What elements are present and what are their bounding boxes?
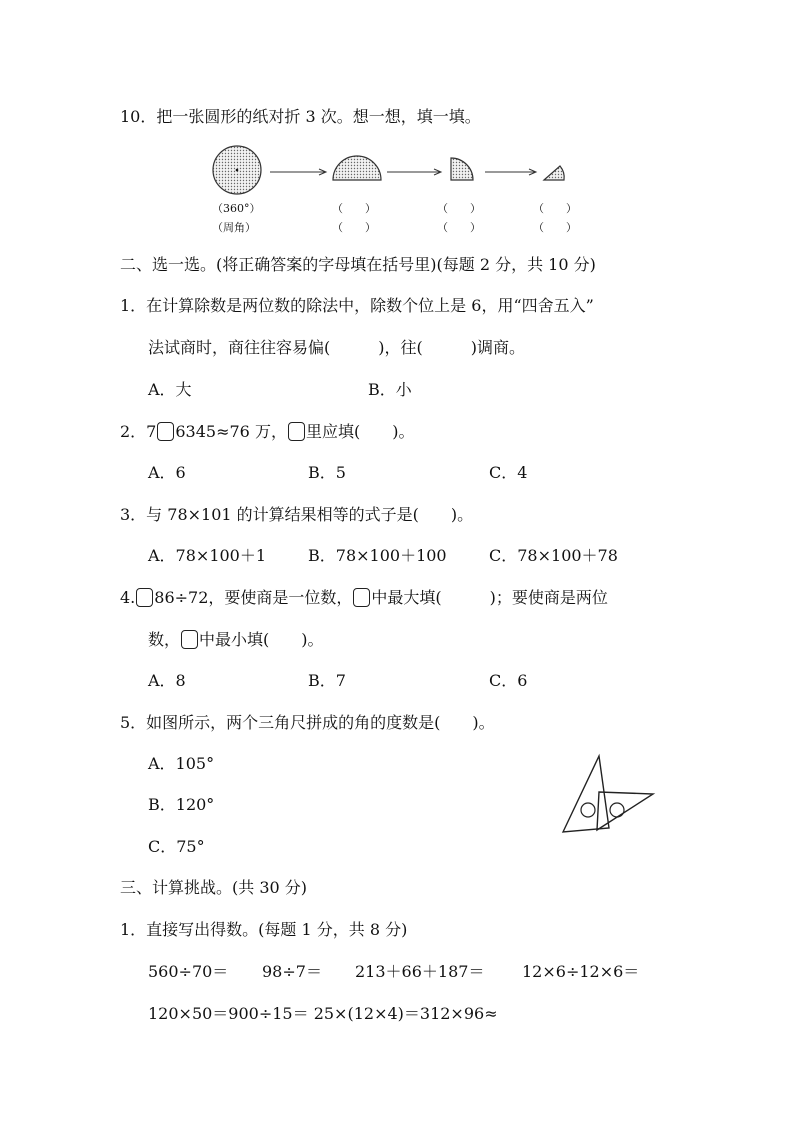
- q10-title: 10．把一张圆形的纸对折 3 次。想一想，填一填。: [120, 107, 481, 126]
- q1-option-a: A．大: [148, 380, 192, 399]
- q5-option-a: A．105°: [148, 754, 215, 773]
- blank-box: [157, 422, 174, 441]
- arrow: [387, 169, 441, 175]
- q3-option-a: A．78×100＋1: [148, 546, 267, 565]
- blank-box: [288, 422, 305, 441]
- blank-box: [136, 588, 153, 607]
- calc-row2: 120×50＝900÷15＝ 25×(12×4)＝312×96≈: [148, 1004, 498, 1023]
- section3-title: 三、计算挑战。(共 30 分): [120, 878, 308, 897]
- section3-q1-title: 1．直接写出得数。(每题 1 分，共 8 分): [120, 920, 408, 939]
- q2-text: 2．7 6345≈76 万， 里应填( )。: [120, 422, 415, 441]
- label-bottom-4: （ ）: [533, 221, 577, 234]
- arrow: [485, 169, 536, 175]
- q1-line2: 法试商时，商往往容易偏( )，往( )调商。: [148, 338, 525, 357]
- q2-option-b: B．5: [308, 463, 346, 482]
- triangle-rulers-figure: [555, 752, 665, 842]
- blank-box: [353, 588, 370, 607]
- label-bottom-1: （周角）: [212, 221, 256, 234]
- q3-option-c: C．78×100＋78: [489, 546, 618, 565]
- section2-title: 二、选一选。(将正确答案的字母填在括号里)(每题 2 分，共 10 分): [120, 255, 596, 274]
- q4-line2: 数， 中最小填( )。: [148, 630, 324, 649]
- q1-line1: 1．在计算除数是两位数的除法中，除数个位上是 6，用“四舍五入”: [120, 296, 594, 315]
- label-top-2: （ ）: [332, 202, 376, 215]
- label-bottom-3: （ ）: [437, 221, 481, 234]
- calc-1: 560÷70＝: [148, 962, 229, 981]
- quarter-circle: [451, 158, 473, 180]
- q4-option-b: B．7: [308, 671, 346, 690]
- q5-option-b: B．120°: [148, 795, 215, 814]
- label-top-1: （360°）: [212, 202, 261, 215]
- q4-line1: 4. 86÷72，要使商是一位数， 中最大填( )；要使商是两位: [120, 588, 608, 607]
- q2-option-c: C．4: [489, 463, 528, 482]
- label-top-3: （ ）: [437, 202, 481, 215]
- arrow: [270, 169, 326, 175]
- q5-option-c: C．75°: [148, 837, 205, 856]
- q4-option-c: C．6: [489, 671, 528, 690]
- fold-diagram: [200, 140, 600, 200]
- q3-option-b: B．78×100＋100: [308, 546, 447, 565]
- q5-text: 5．如图所示，两个三角尺拼成的角的度数是( )。: [120, 713, 495, 732]
- label-top-4: （ ）: [533, 202, 577, 215]
- blank-box: [181, 630, 198, 649]
- calc-3: 213＋66＋187＝: [355, 962, 485, 981]
- q3-text: 3．与 78×101 的计算结果相等的式子是( )。: [120, 505, 474, 524]
- label-bottom-2: （ ）: [332, 221, 376, 234]
- set-square-30-60: [563, 756, 609, 832]
- q4-option-a: A．8: [148, 671, 186, 690]
- calc-2: 98÷7＝: [262, 962, 322, 981]
- eighth-circle: [544, 166, 564, 180]
- q2-option-a: A．6: [148, 463, 186, 482]
- q1-option-b: B．小: [368, 380, 412, 399]
- half-circle: [333, 156, 381, 180]
- calc-4: 12×6÷12×6＝: [522, 962, 640, 981]
